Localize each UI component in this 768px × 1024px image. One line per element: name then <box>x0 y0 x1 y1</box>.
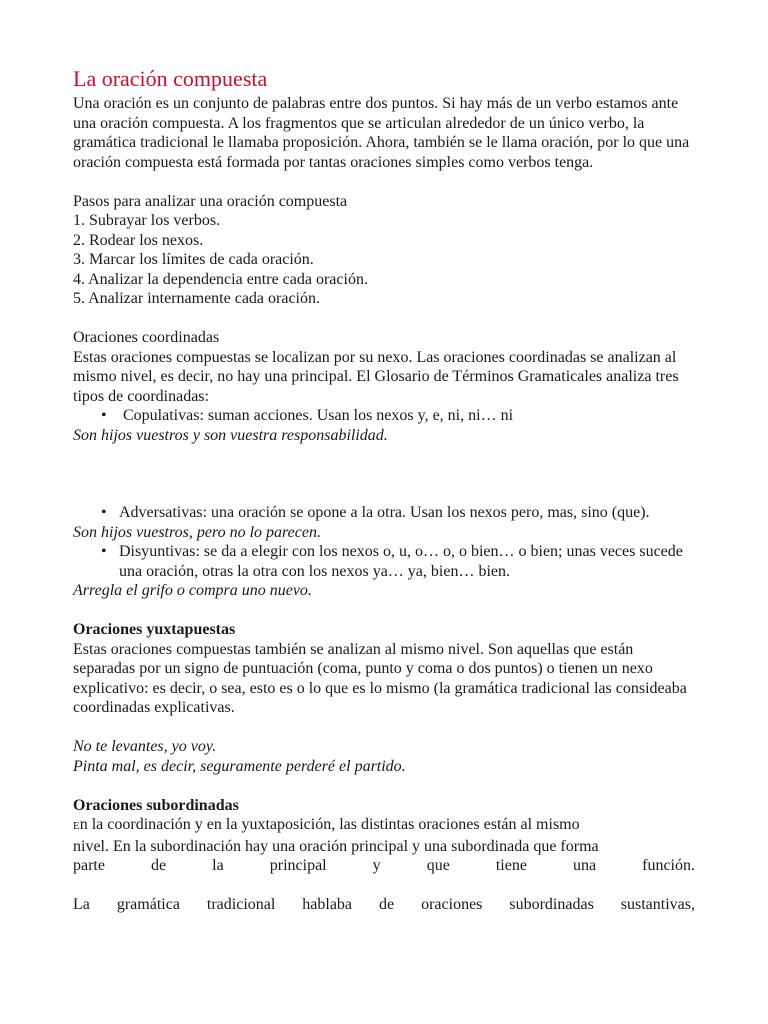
spacer <box>73 601 695 621</box>
spacer <box>73 309 695 329</box>
step-item: 5. Analizar internamente cada oración. <box>73 290 320 307</box>
intro-paragraph: Una oración es un conjunto de palabras entre dos puntos. Si hay más de un verbo estamos ante una oración compuesta. A los fragmentos que se articulan alrededor de un único verbo, la gramática tradicional le llamaba proposición. Ahora, también se le llama oración, por lo que una oración compuesta está formada por tantas oraciones simples como verbos tenga. <box>73 95 690 171</box>
list-item-disyuntivas <box>73 542 695 581</box>
spacer <box>73 445 695 503</box>
disyuntivas-text: Disyuntivas: se da a elegir con los nexos o, u, o… o, o bien… o bien; unas veces sucede una oración, otras la otra con los nexos ya… ya, bien… bien. <box>119 543 683 580</box>
subordinadas-paragraph-2: La gramática tradicional hablaba de oraciones subordinadas sustantivas, <box>73 896 695 913</box>
document-title: La oración compuesta <box>73 66 268 91</box>
bullet-icon: • <box>101 407 107 424</box>
coordinadas-list <box>73 503 695 523</box>
coordinadas-list <box>73 406 695 426</box>
copulativas-example: Son hijos vuestros y son vuestra responsabilidad. <box>73 426 388 444</box>
disyuntivas-example: Arregla el grifo o compra uno nuevo. <box>73 582 312 599</box>
step-item: 4. Analizar la dependencia entre cada oración. <box>73 270 368 288</box>
step-item: 2. Rodear los nexos. <box>73 231 204 249</box>
yuxtapuestas-paragraph: Estas oraciones compuestas también se analizan al mismo nivel. Son aquellas que están separadas por un signo de puntuación (coma, punto y coma o dos puntos) o tienen un nexo explicativo: es decir, o sea, esto es o lo que es lo mismo (la gramática tradicional las consideaba coordinadas explicativas. <box>73 640 687 716</box>
coordinadas-list <box>73 542 695 581</box>
yuxtapuestas-heading: Oraciones yuxtapuestas <box>73 621 236 638</box>
steps-heading: Pasos para analizar una oración compuesta <box>73 192 348 210</box>
coordinadas-paragraph: Estas oraciones compuestas se localizan por su nexo. Las oraciones coordinadas se analizan al mismo nivel, es decir, no hay una principal. El Glosario de Términos Gramaticales analiza tres tipos de coordinadas: <box>73 348 679 405</box>
yuxtapuestas-example: Pinta mal, es decir, seguramente perderé el partido. <box>73 757 406 775</box>
list-item-copulativas <box>73 406 695 426</box>
subordinadas-heading: Oraciones subordinadas <box>73 796 239 814</box>
subordinadas-line: parte de la principal y que tiene una función. <box>73 857 695 874</box>
step-item: 1. Subrayar los verbos. <box>73 212 221 229</box>
spacer <box>73 776 695 796</box>
adversativas-example: Son hijos vuestros, pero no lo parecen. <box>73 523 321 541</box>
yuxtapuestas-example: No te levantes, yo voy. <box>73 738 217 755</box>
drop-initial: E <box>73 820 80 832</box>
list-item-adversativas <box>73 503 695 523</box>
step-item: 3. Marcar los límites de cada oración. <box>73 251 314 268</box>
spacer <box>73 718 695 738</box>
spacer <box>73 172 695 192</box>
subordinadas-line: En la coordinación y en la yuxtaposición, las distintas oraciones están al mismo <box>73 816 580 833</box>
bullet-icon: • <box>101 543 107 560</box>
subordinadas-line: nivel. En la subordinación hay una oración principal y una subordinada que forma <box>73 837 599 855</box>
adversativas-text: Adversativas: una oración se opone a la otra. Usan los nexos pero, mas, sino (que). <box>119 504 650 521</box>
bullet-icon: • <box>101 504 107 521</box>
copulativas-text: Copulativas: suman acciones. Usan los nexos y, e, ni, ni… ni <box>123 407 514 424</box>
spacer <box>73 876 695 896</box>
document-page <box>73 66 695 915</box>
coordinadas-heading: Oraciones coordinadas <box>73 329 220 346</box>
